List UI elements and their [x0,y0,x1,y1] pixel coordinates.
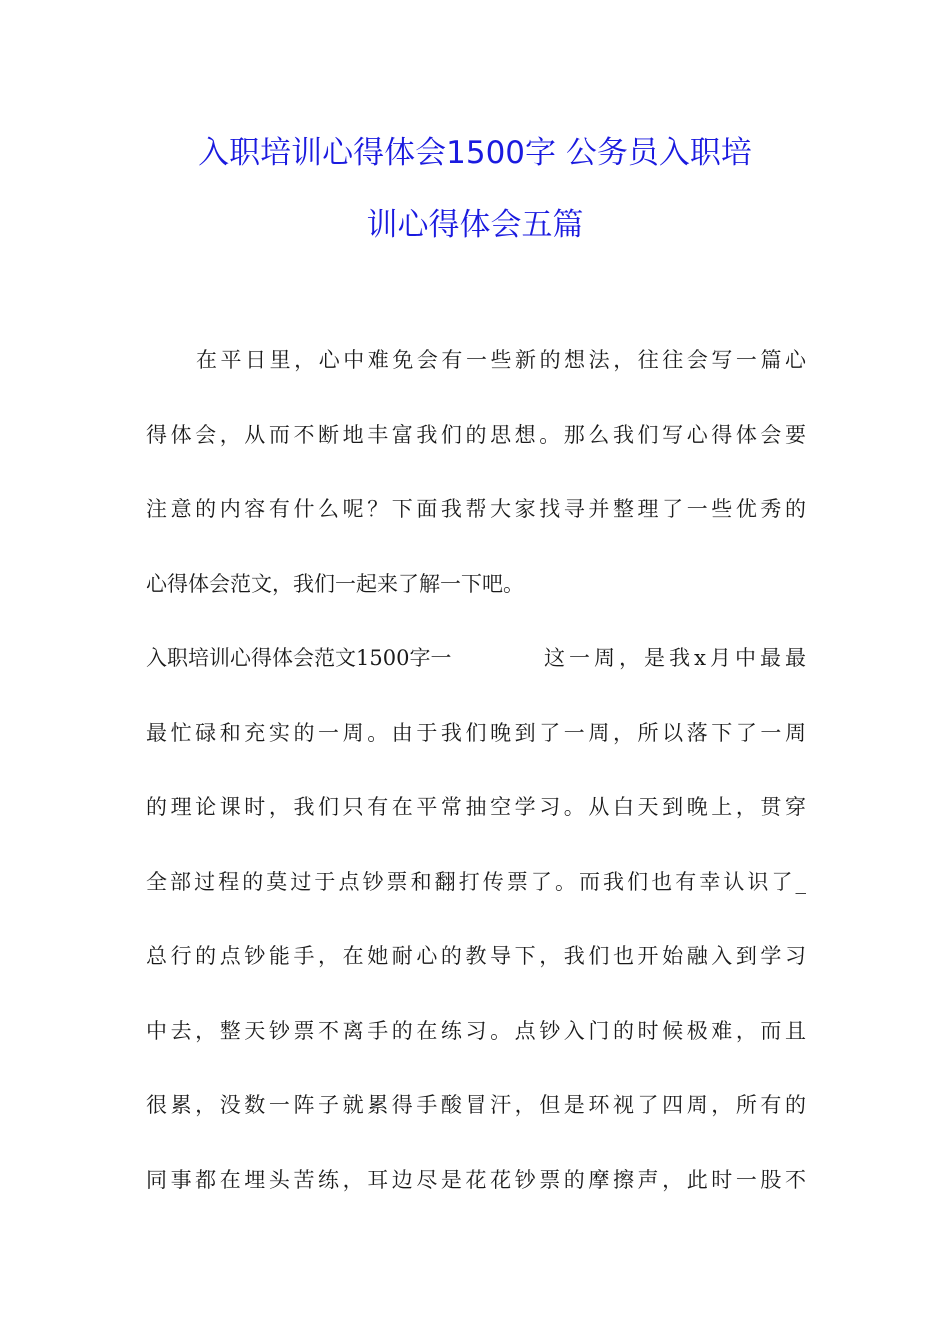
document-title-line-1: 入职培训心得体会1500字 公务员入职培 [198,135,752,171]
section-1-line-3: 全部过程的莫过于点钞票和翻打传票了。而我们也有幸认识了_ [146,870,806,894]
section-1-line-4: 总行的点钞能手，在她耐心的教导下，我们也开始融入到学习 [146,944,806,968]
intro-line-1: 在平日里，心中难免会有一些新的想法，往往会写一篇心 [196,348,806,372]
section-1-first-line: 这一周，是我x月中最最 [544,646,806,670]
section-1-title: 入职培训心得体会范文1500字一 [146,646,452,670]
intro-line-3: 注意的内容有什么呢？下面我帮大家找寻并整理了一些优秀的 [146,497,806,521]
section-1-line-5: 中去，整天钞票不离手的在练习。点钞入门的时候极难，而且 [146,1019,806,1043]
section-1-line-2: 的理论课时，我们只有在平常抽空学习。从白天到晚上，贯穿 [146,795,806,819]
document-title-line-2: 训心得体会五篇 [366,207,584,243]
intro-line-4: 心得体会范文，我们一起来了解一下吧。 [146,572,524,596]
intro-line-2: 得体会，从而不断地丰富我们的思想。那么我们写心得体会要 [146,423,806,447]
section-1-line-7: 同事都在埋头苦练，耳边尽是花花钞票的摩擦声，此时一股不 [146,1168,806,1192]
section-1-line-6: 很累，没数一阵子就累得手酸冒汗，但是环视了四周，所有的 [146,1093,806,1117]
section-1-line-1: 最忙碌和充实的一周。由于我们晚到了一周，所以落下了一周 [146,721,806,745]
